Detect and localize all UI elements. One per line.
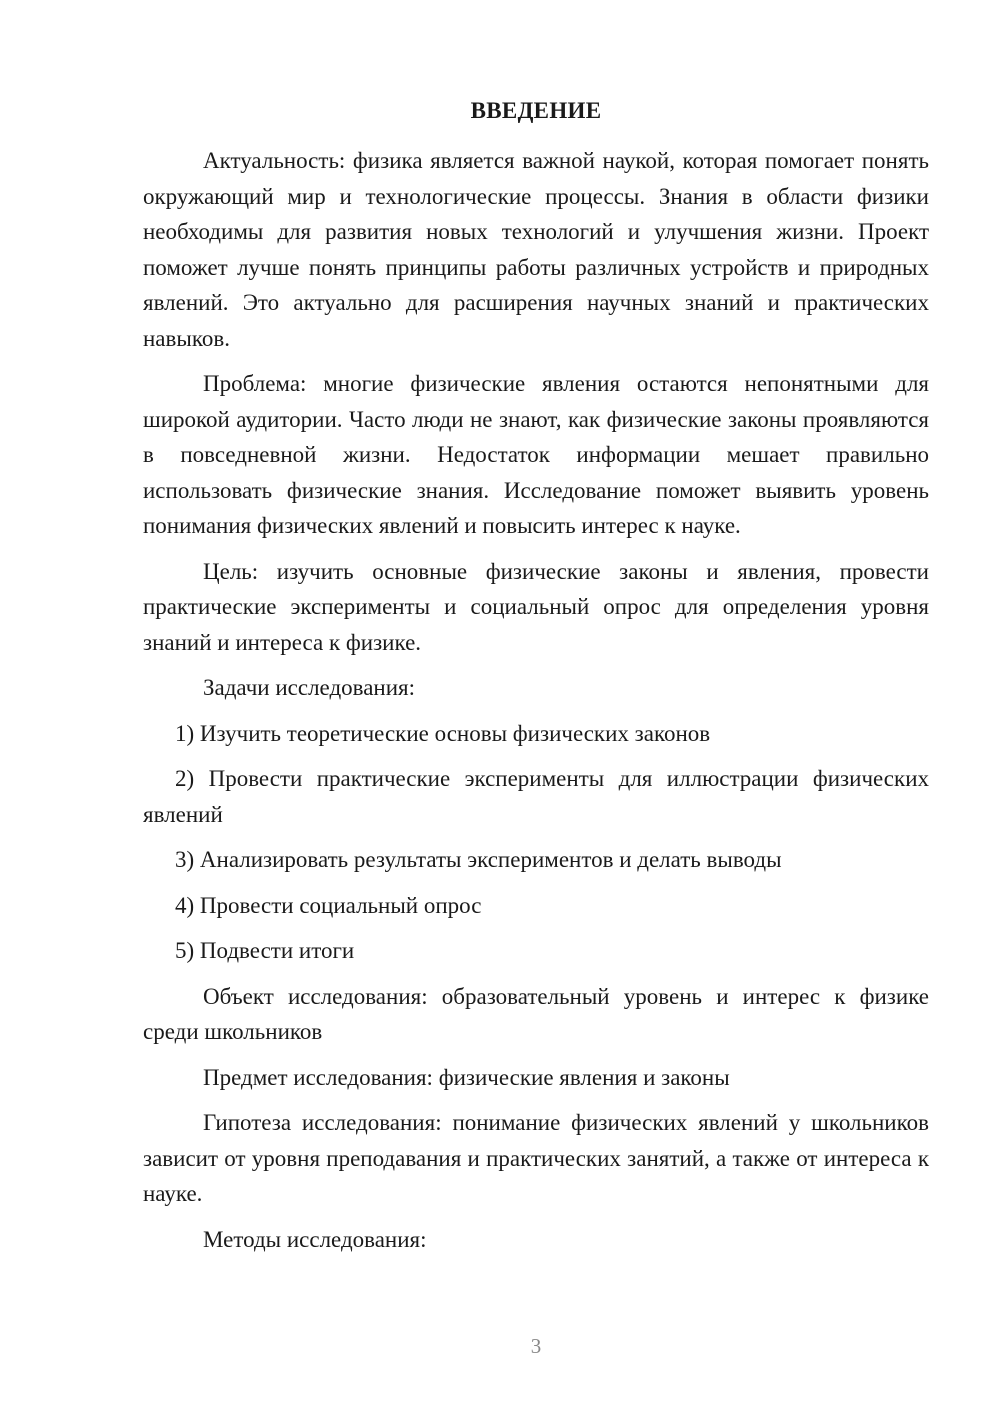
list-item: 1) Изучить теоретические основы физических законов — [175, 720, 711, 746]
tasks-heading: Задачи исследования: — [203, 675, 416, 700]
paragraph-subject: Предмет исследования: физические явления и законы — [203, 1064, 730, 1090]
list-item: 4) Провести социальный опрос — [175, 892, 482, 918]
paragraph-object: Объект исследования: образовательный уровень и интерес к физике среди школьников — [143, 983, 929, 1044]
document-body — [143, 143, 929, 1257]
list-item: 5) Подвести итоги — [175, 938, 355, 963]
paragraph-hypothesis: Гипотеза исследования: понимание физических явлений у школьников зависит от уровня преподавания и практических занятий, а также от интереса к науке. — [143, 1110, 929, 1206]
paragraph-problem: Проблема: многие физические явления остаются непонятными для широкой аудитории. Часто люди не знают, как физические законы проявляются в повседневной жизни. Недостаток информации мешает правильно использовать физические знания. Исследование поможет выявить уровень понимания физических явлений и повысить интерес к науке. — [143, 371, 929, 538]
list-item: 2) Провести практические эксперименты для иллюстрации физических явлений — [143, 766, 929, 827]
methods-heading: Методы исследования: — [203, 1226, 427, 1252]
page-title: ВВЕДЕНИЕ — [470, 98, 602, 123]
page-number: 3 — [530, 1334, 542, 1358]
tasks-list — [143, 716, 929, 969]
paragraph-relevance: Актуальность: физика является важной наукой, которая помогает понять окружающий мир и технологические процессы. Знания в области физики необходимы для развития новых технологий и улучшения жизни. Проект поможет лучше понять принципы работы различных устройств и природных явлений. Это актуально для расширения научных знаний и практических навыков. — [143, 148, 929, 351]
list-item: 3) Анализировать результаты экспериментов и делать выводы — [175, 847, 782, 872]
paragraph-goal: Цель: изучить основные физические законы и явления, провести практические эксперименты и социальный опрос для определения уровня знаний и интереса к физике. — [143, 558, 929, 655]
